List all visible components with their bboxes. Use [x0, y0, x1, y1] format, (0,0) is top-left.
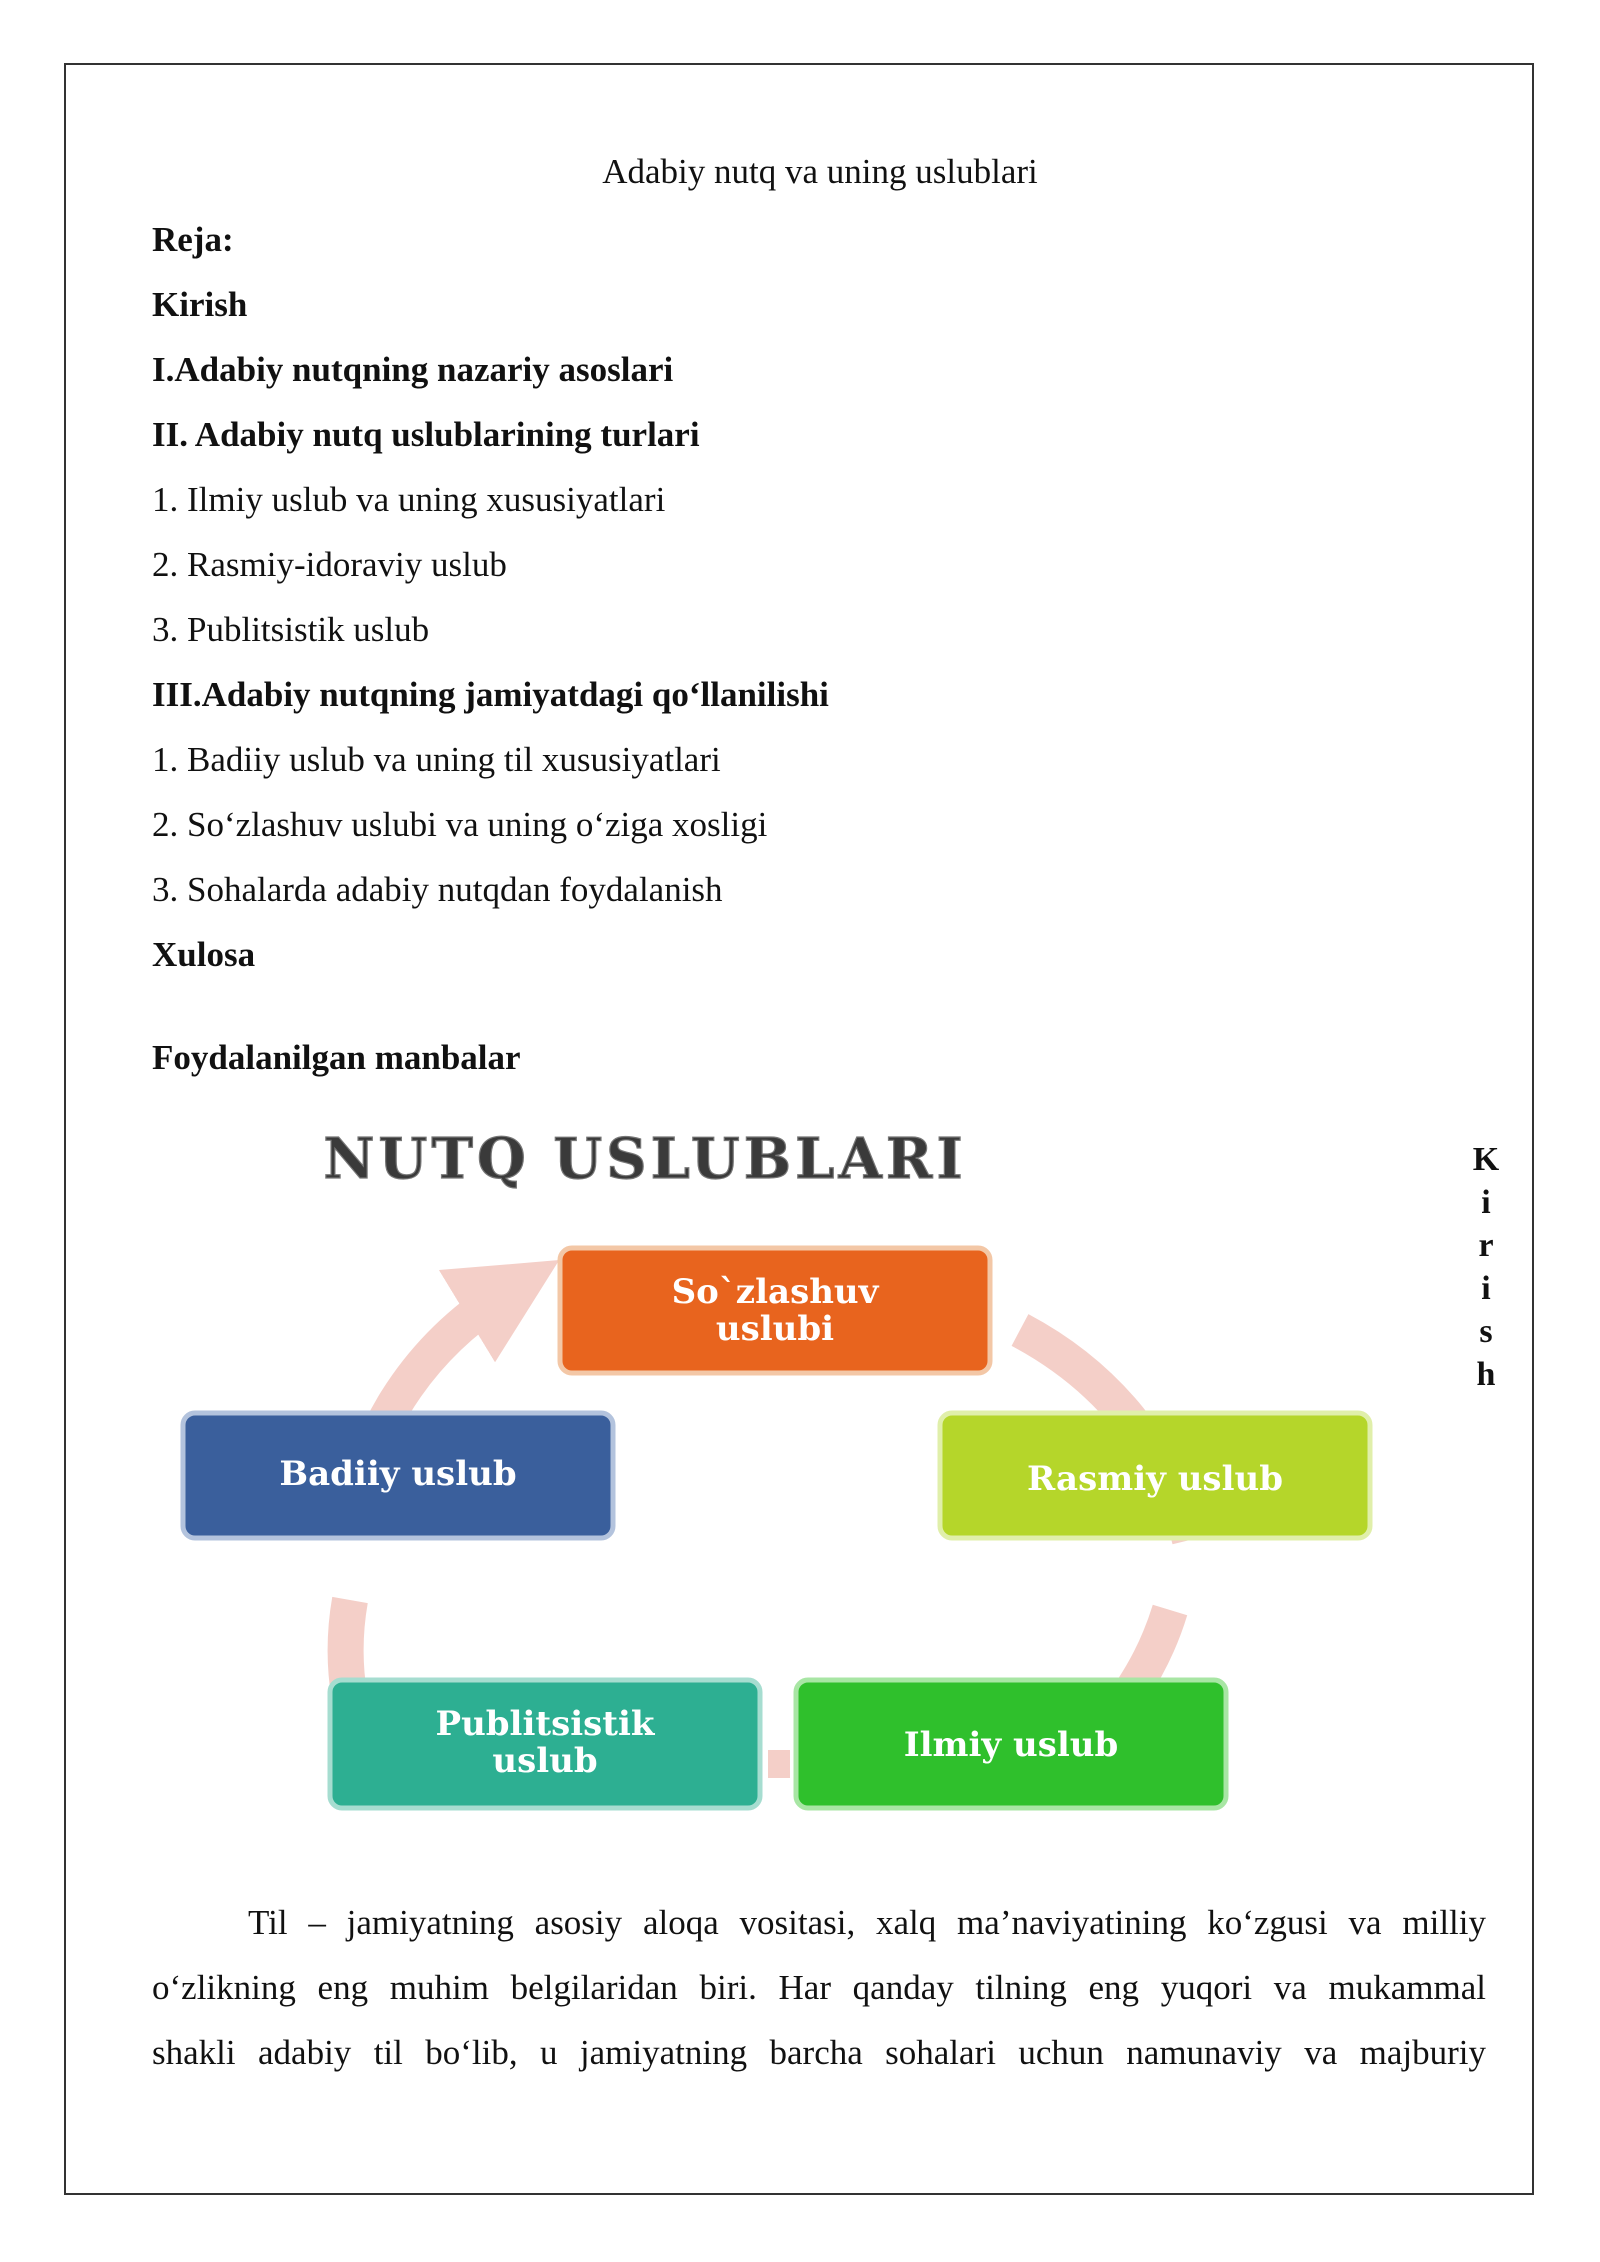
plan-item: 2. So‘zlashuv uslubi va uning o‘ziga xosligi [152, 805, 768, 844]
paragraph-line: shakli adabiy til bo‘lib, u jamiyatning barcha sohalari uchun namunaviy va majburiy [152, 2033, 1486, 2072]
plan-item: 2. Rasmiy-idoraviy uslub [152, 545, 507, 584]
plan-item: Kirish [152, 285, 248, 324]
diagram-title: NUTQ USLUBLARI [323, 1126, 967, 1192]
plan-item: I.Adabiy nutqning nazariy asoslari [152, 350, 674, 389]
plan-item: III.Adabiy nutqning jamiyatdagi qo‘llanilishi [152, 675, 829, 714]
plan-item: Xulosa [152, 935, 256, 974]
plan-item: 1. Badiiy uslub va uning til xususiyatlari [152, 740, 721, 779]
document-title: Adabiy nutq va uning uslublari [602, 152, 1038, 191]
plan-item: 1. Ilmiy uslub va uning xususiyatlari [152, 480, 666, 519]
node-label: Publitsistik [435, 1704, 655, 1744]
node-badiiy-uslub [183, 1413, 613, 1538]
node-label: uslubi [715, 1309, 835, 1349]
node-label: Ilmiy uslub [903, 1725, 1119, 1765]
plan-item: Reja: [152, 220, 234, 259]
plan-item: 3. Sohalarda adabiy nutqdan foydalanish [152, 870, 723, 909]
paragraph-line: o‘zlikning eng muhim belgilaridan biri. Har qanday tilning eng yuqori va mukammal [152, 1968, 1486, 2007]
nutq-uslublari-diagram [160, 1120, 1400, 1820]
node-rasmiy-uslub [940, 1413, 1370, 1538]
plan-list [152, 215, 829, 1098]
plan-item: Foydalanilgan manbalar [152, 1038, 521, 1077]
node-publitsistik-uslub [330, 1680, 760, 1808]
node-sozlashuv-uslubi [560, 1248, 990, 1373]
node-label: Rasmiy uslub [1027, 1459, 1283, 1499]
intro-paragraph [152, 1890, 1486, 2085]
node-ilmiy-uslub [796, 1680, 1226, 1808]
paragraph-line: Til – jamiyatning asosiy aloqa vositasi, xalq ma’naviyatining ko‘zgusi va milliy [248, 1903, 1486, 1942]
side-heading-kirish: K i r i s h [1472, 1141, 1500, 1393]
node-label: So`zlashuv [671, 1272, 879, 1312]
plan-item: 3. Publitsistik uslub [152, 610, 430, 649]
plan-item: II. Adabiy nutq uslublarining turlari [152, 415, 700, 454]
node-label: Badiiy uslub [279, 1454, 517, 1494]
node-label: uslub [492, 1741, 598, 1781]
cycle-connector [768, 1750, 790, 1778]
